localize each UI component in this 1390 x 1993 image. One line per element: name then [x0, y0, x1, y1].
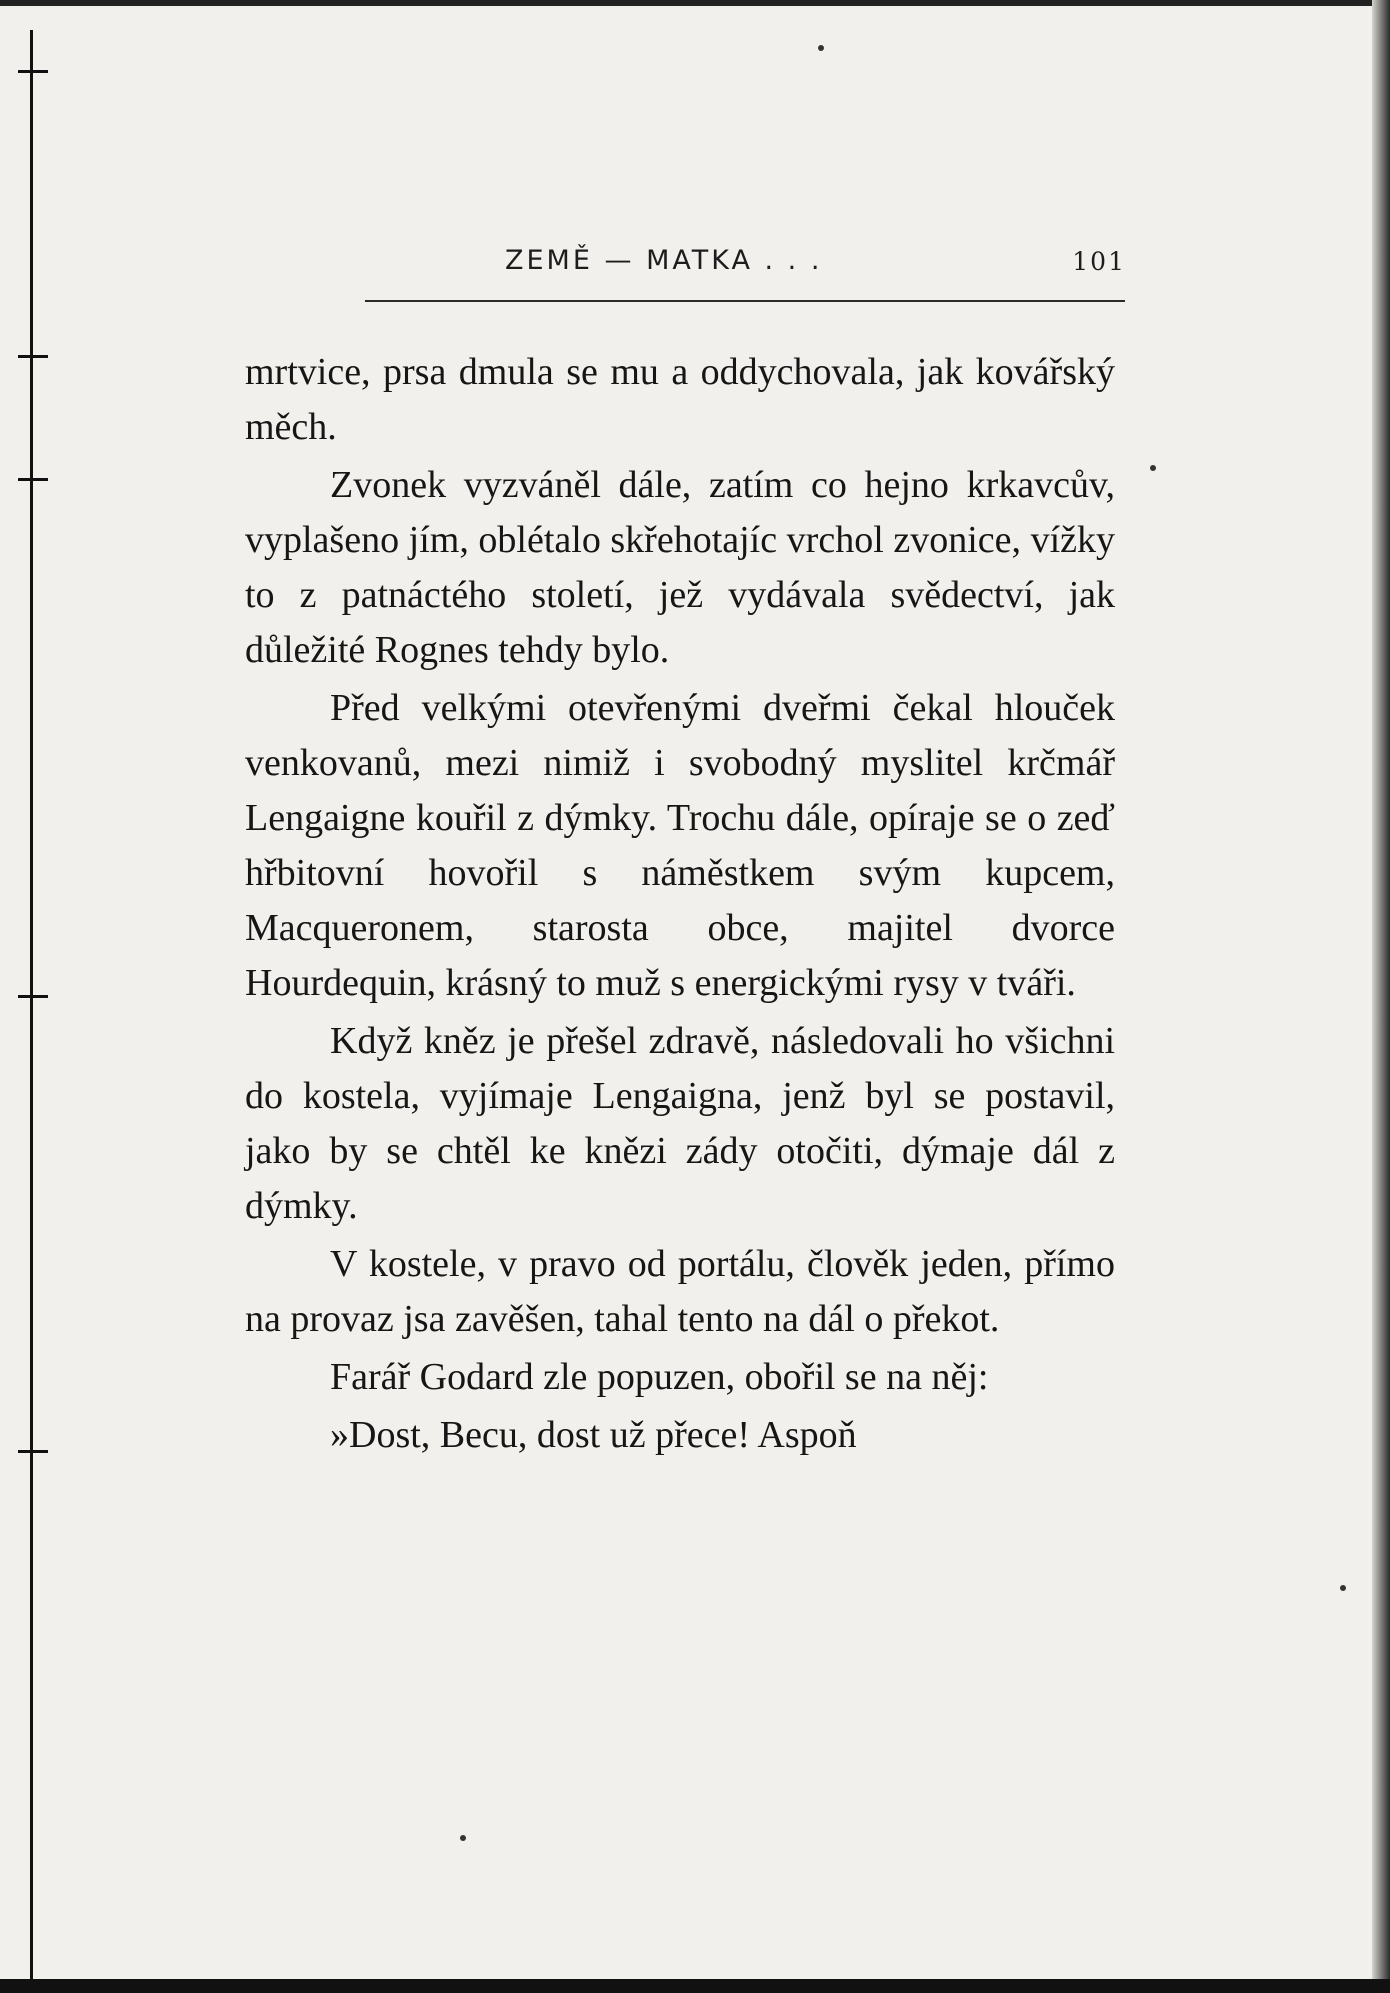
right-page-edge [1372, 0, 1390, 1993]
body-text [245, 345, 1115, 1466]
binding-tick [18, 355, 48, 358]
binding-tick [18, 478, 48, 481]
paragraph: Před velkými otevřenými dveřmi čekal hlouček venkovanů, mezi nimiž i svobodný myslitel krčmář Lengaigne kouřil z dýmky. Trochu dále, opíraje se o zeď hřbitovní hovořil s náměstkem svým kupcem, Macqueronem, starosta obce, majitel dvorce Hourdequin, krásný to muž s energickými rysy v tváři. [245, 687, 1115, 1004]
binding-tick [18, 1450, 48, 1453]
speck [1150, 465, 1156, 471]
page-header [300, 245, 1126, 285]
speck [460, 1835, 466, 1841]
speck [818, 45, 824, 51]
bottom-page-edge [0, 1979, 1390, 1993]
paragraph: »Dost, Becu, dost už přece! Aspoň [330, 1414, 857, 1456]
paragraph: Zvonek vyzváněl dále, zatím co hejno krkavcův, vyplašeno jím, oblétalo skřehotajíc vrchol zvonice, vížky to z patnáctého století, jež vydávala svědectví, jak důležité Rognes tehdy bylo. [245, 464, 1115, 671]
paragraph: V kostele, v pravo od portálu, člověk jeden, přímo na provaz jsa zavěšen, tahal tento na dál o překot. [245, 1243, 1115, 1340]
binding-tick [18, 70, 48, 73]
binding-edge [30, 30, 33, 1980]
top-page-edge [0, 0, 1390, 6]
running-head: ZEMĚ — MATKA . . . [505, 245, 823, 276]
paragraph: Když kněz je přešel zdravě, následovali ho všichni do kostela, vyjímaje Lengaigna, jenž byl se postavil, jako by se chtěl ke knězi zády otočiti, dýmaje dál z dýmky. [245, 1020, 1115, 1227]
binding-tick [18, 995, 48, 998]
header-rule [365, 300, 1125, 302]
page-number: 101 [1072, 247, 1126, 276]
paragraph: mrtvice, prsa dmula se mu a oddychovala, jak kovářský měch. [245, 351, 1115, 448]
speck [1340, 1585, 1346, 1591]
paragraph: Farář Godard zle popuzen, obořil se na něj: [330, 1356, 989, 1398]
